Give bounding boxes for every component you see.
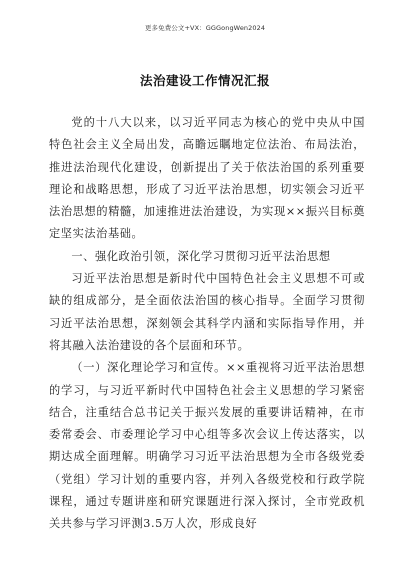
document-body [49,112,365,536]
section-heading: 一、强化政治引领，深化学习贯彻习近平法治思想 [71,249,331,263]
header-note: 更多免费公文+VX：GGGongWen2024 [144,24,266,32]
intro-paragraph: 党的十八大以来，以习近平同志为核心的党中央从中国特色社会主义全局出发，高瞻远瞩地定位法治、布局法治，推进法治现代化建设，创新提出了关于依法治国的系列重要理论和战略思想，形成了习近平法治思想，切实领会习近平法治思想的精髓，加速推进法治建设，为实现××振兴目标奠定坚实法治基础。 [49,116,365,241]
subsection-paragraph: （一）深化理论学习和宣传。××重视将习近平法治思想的学习，与习近平新时代中国特色社会主义思想的学习紧密结合，注重结合总书记关于振兴发展的重要讲话精神，在市委常委会、市委理论学习中心组等多次会议上传达落实，以期达成全面理解。明确学习习近平法治思想为全市各级党委（党组）学习计划的重要内容，并列入各级党校和行政学院课程，通过专题讲座和研究课题进行深入探讨，全市党政机关共参与学习评测3.5万人次，形成良好 [49,361,365,531]
section-paragraph: 习近平法治思想是新时代中国特色社会主义思想不可或缺的组成部分，是全面依法治国的核心指导。全面学习贯彻习近平法治思想，深刻领会其科学内涵和实际指导作用，并将其融入法治建设的各个层面和环节。 [49,272,365,352]
document-title: 法治建设工作情况汇报 [139,73,270,88]
